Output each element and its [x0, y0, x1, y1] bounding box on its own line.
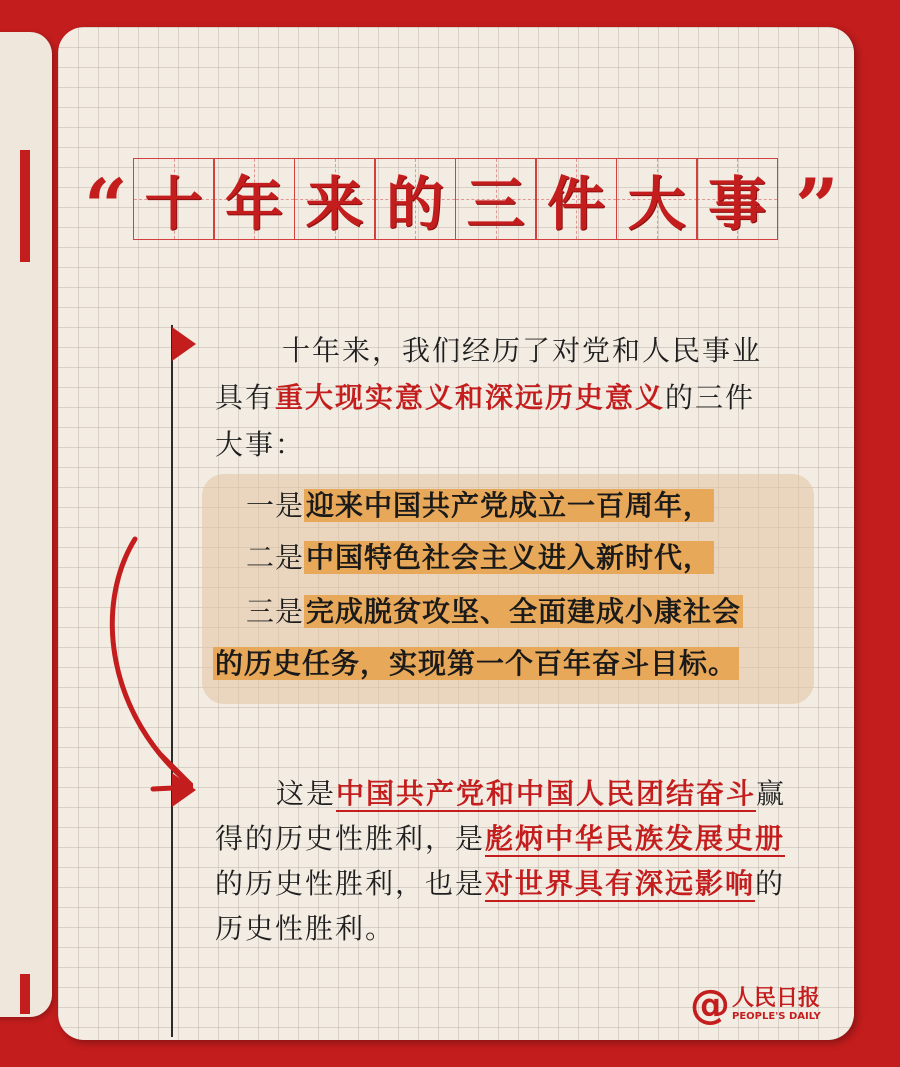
intro-line-1: 十年来，我们经历了对党和人民事业: [282, 334, 763, 367]
open-quote: “: [84, 162, 128, 251]
intro-line-3: 大事：: [215, 428, 306, 461]
list-prefix: 三是: [246, 595, 305, 628]
curved-arrow-icon: [103, 517, 193, 797]
title-cell: [213, 158, 295, 240]
list-item: [246, 538, 714, 578]
conclusion-text: 这是: [276, 777, 337, 810]
main-card: [58, 27, 854, 1040]
background-card: [0, 32, 52, 1017]
intro-highlight: 重大现实意义和深远历史意义: [275, 381, 666, 414]
page-title: [134, 158, 790, 240]
logo-at-icon: @: [690, 982, 730, 1028]
logo-english: PEOPLE'S DAILY: [732, 1011, 821, 1022]
conclusion-highlight: 中国共产党和中国人民团结奋斗: [336, 777, 757, 810]
title-char: 十: [144, 170, 203, 238]
title-cell: [374, 158, 456, 240]
pointer-icon: [172, 327, 196, 361]
intro-line-2: [215, 374, 755, 421]
title-char: 件: [546, 170, 605, 238]
conclusion-text: 赢: [756, 777, 787, 810]
list-prefix: 一是: [246, 489, 305, 522]
conclusion-highlight: 对世界具有深远影响: [485, 867, 756, 900]
list-highlight: 迎来中国共产党成立一百周年，: [306, 489, 713, 522]
list-prefix: 二是: [246, 541, 305, 574]
list-highlight: 的历史任务，实现第一个百年奋斗目标。: [215, 647, 738, 680]
conclusion-text: 得的历史性胜利，是: [215, 822, 486, 855]
title-cell: [294, 158, 376, 240]
list-highlight: 中国特色社会主义进入新时代，: [306, 541, 713, 574]
list-item: [246, 592, 743, 632]
conclusion-line-4: 历史性胜利。: [215, 912, 396, 945]
intro-text: 具有: [215, 381, 276, 414]
conclusion-line-1: [276, 770, 786, 817]
conclusion-line-3: [215, 860, 785, 907]
card-edge-strip: [20, 150, 30, 262]
card-edge-strip: [20, 974, 30, 1014]
title-char: 的: [385, 170, 444, 238]
title-cell: [133, 158, 215, 240]
intro-text: 的三件: [665, 381, 756, 414]
logo-name: 人民日报: [732, 986, 821, 1011]
title-char: 年: [224, 170, 283, 238]
conclusion-text: 的历史性胜利，也是: [215, 867, 486, 900]
list-highlight: 完成脱贫攻坚、全面建成小康社会: [306, 595, 742, 628]
title-cell: [696, 158, 778, 240]
title-char: 大: [627, 170, 686, 238]
list-item: [246, 486, 714, 526]
title-cell: [616, 158, 698, 240]
close-quote: ”: [795, 162, 839, 251]
list-item: [213, 644, 739, 684]
conclusion-highlight: 彪炳中华民族发展史册: [485, 822, 786, 855]
title-cell: [535, 158, 617, 240]
title-char: 来: [305, 170, 364, 238]
title-char: 事: [707, 170, 766, 238]
title-char: 三: [466, 170, 525, 238]
title-cell: [455, 158, 537, 240]
people-daily-logo: [690, 982, 821, 1028]
conclusion-text: 的: [755, 867, 786, 900]
logo-text: [732, 987, 821, 1023]
conclusion-line-2: [215, 815, 785, 862]
